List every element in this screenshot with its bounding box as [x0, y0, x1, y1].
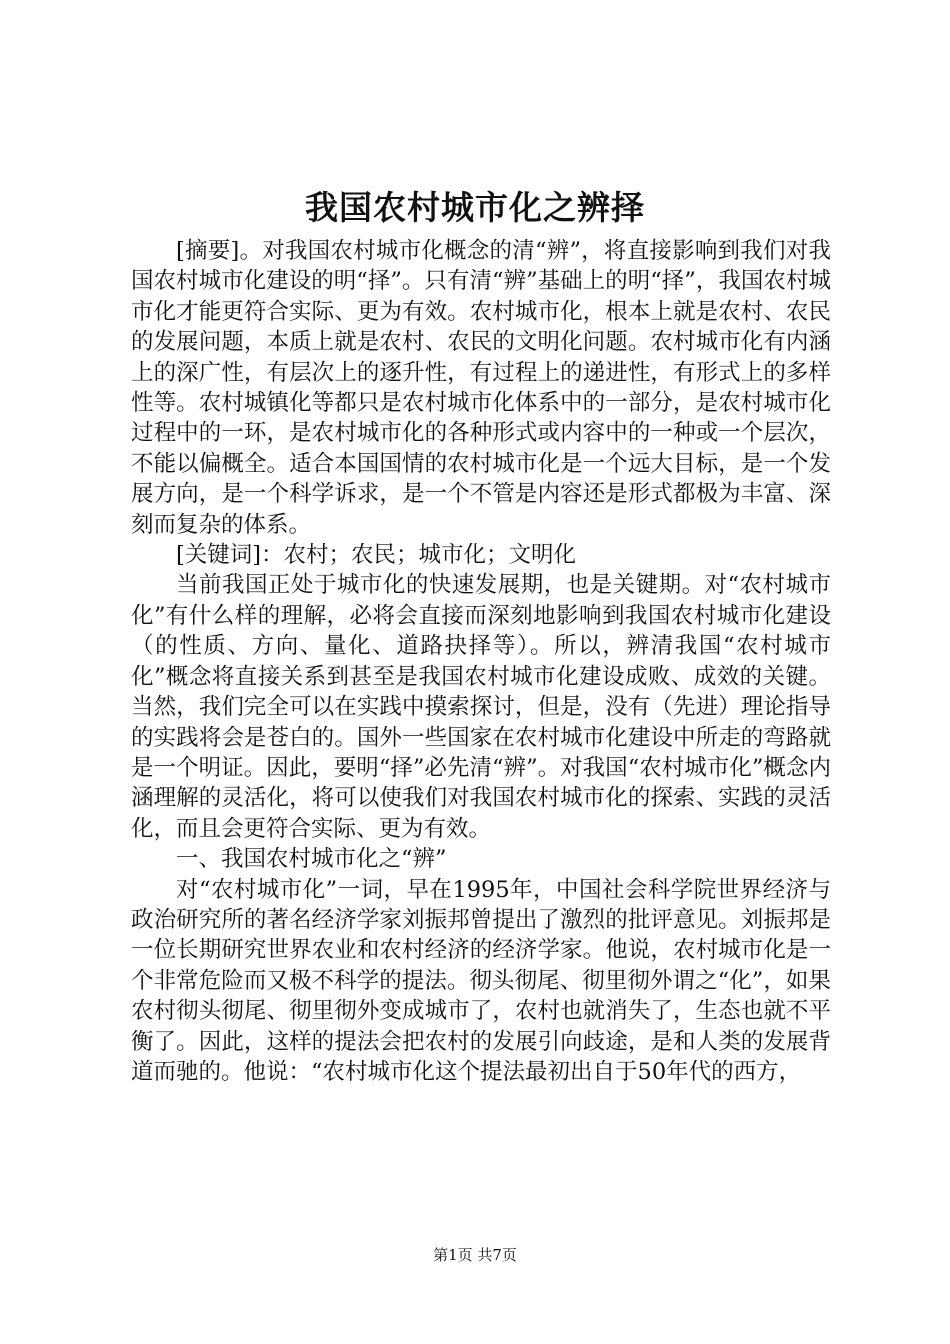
abstract-paragraph: [摘要]。对我国农村城市化概念的清“辨”，将直接影响到我们对我国农村城市化建设的明“择”。只有清“辨”基础上的明“择”，我国农村城市化才能更符合实际、更为有效。农村城市化，根本上就是农村、农民的发展问题，本质上就是农村、农民的文明化问题。农村城市化有内涵上的深广性，有层次上的逐升性，有过程上的递进性，有形式上的多样性等。农村城镇化等都只是农村城市化体系中的一部分，是农村城市化过程中的一环，是农村城市化的各种形式或内容中的一种或一个层次，不能以偏概全。适合本国国情的农村城市化是一个远大目标，是一个发展方向，是一个科学诉求，是一个不管是内容还是形式都极为丰富、深刻而复杂的体系。 — [131, 238, 831, 538]
document-title: 我国农村城市化之辨择 — [305, 188, 645, 227]
section-heading: 一、我国农村城市化之“辨” — [176, 846, 447, 873]
keywords-paragraph: [关键词]：农村；农民；城市化；文明化 — [176, 542, 577, 569]
document-body — [131, 236, 831, 1087]
page-number-footer: 第1页 共7页 — [433, 1246, 517, 1264]
section-paragraph: 对“农村城市化”一词，早在1995年，中国社会科学院世界经济与政治研究所的著名经济学家刘振邦曾提出了激烈的批评意见。刘振邦是一位长期研究世界农业和农村经济的经济学家。他说，农村城市化是一个非常危险而又极不科学的提法。彻头彻尾、彻里彻外谓之“化”，如果农村彻头彻尾、彻里彻外变成城市了，农村也就消失了，生态也就不平衡了。因此，这样的提法会把农村的发展引向歧途，是和人类的发展背道而驰的。他说：“农村城市化这个提法最初出自于50年代的西方， — [131, 876, 831, 1085]
intro-paragraph: 当前我国正处于城市化的快速发展期，也是关键期。对“农村城市化”有什么样的理解，必将会直接而深刻地影响到我国农村城市化建设（的性质、方向、量化、道路抉择等）。所以，辨清我国“农村城市化”概念将直接关系到甚至是我国农村城市化建设成败、成效的关键。当然，我们完全可以在实践中摸索探讨，但是，没有（先进）理论指导的实践将会是苍白的。国外一些国家在农村城市化建设中所走的弯路就是一个明证。因此，要明“择”必先清“辨”。对我国“农村城市化”概念内涵理解的灵活化，将可以使我们对我国农村城市化的探索、实践的灵活化，而且会更符合实际、更为有效。 — [131, 572, 831, 842]
